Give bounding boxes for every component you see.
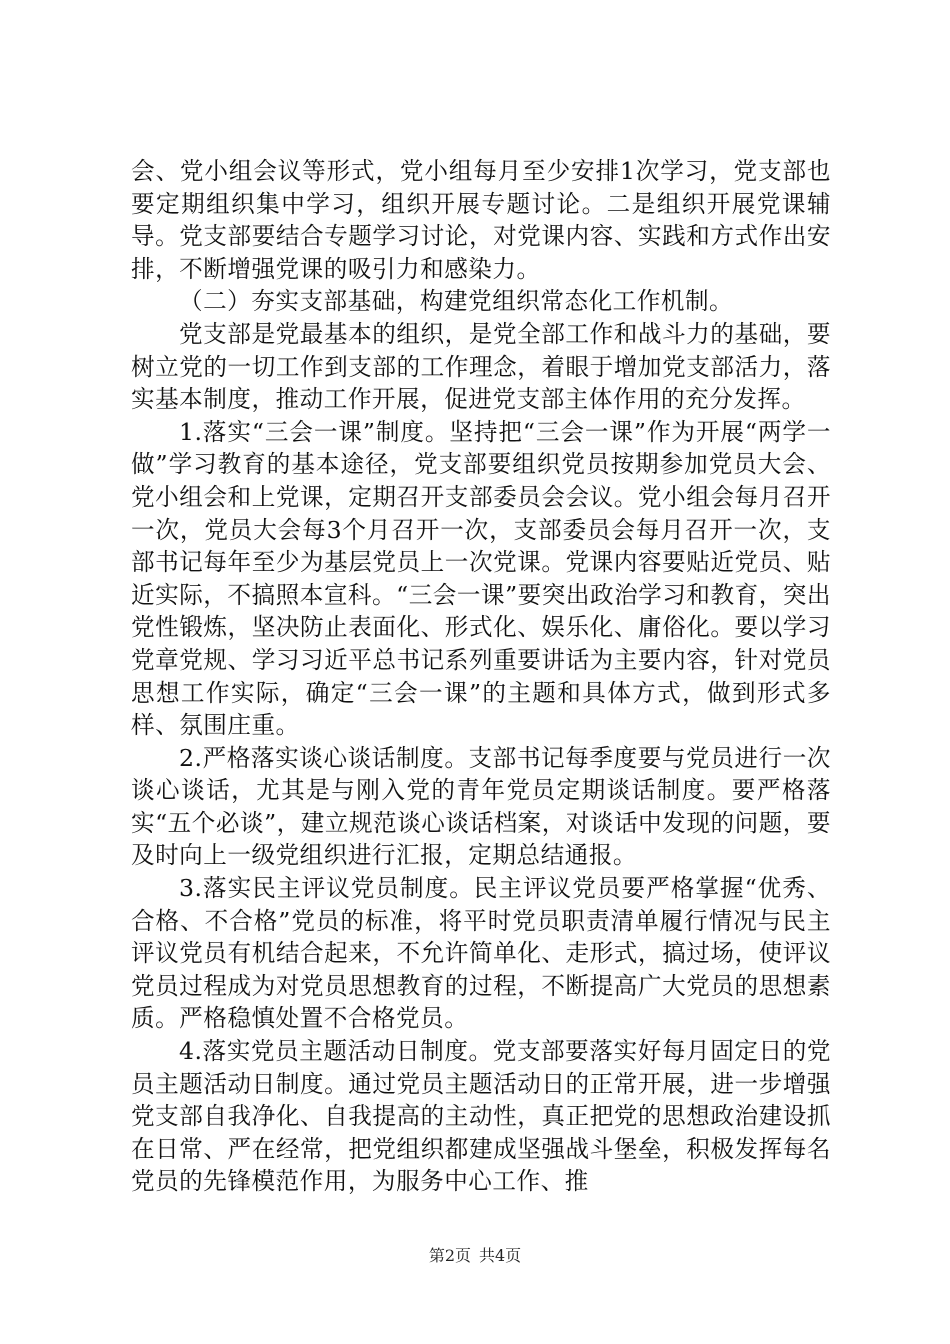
page-total: 共4页 [479,1246,522,1265]
list-item-paragraph: 2.严格落实谈心谈话制度。支部书记每季度要与党员进行一次谈心谈话，尤其是与刚入党的青年党员定期谈话制度。要严格落实“五个必谈”，建立规范谈心谈话档案，对谈话中发现的问题，要及时向上一级党组织进行汇报，定期总结通报。 [131,743,831,870]
list-item-paragraph: 4.落实党员主题活动日制度。党支部要落实好每月固定日的党员主题活动日制度。通过党员主题活动日的正常开展，进一步增强党支部自我净化、自我提高的主动性，真正把党的思想政治建设抓在日常、严在经常，把党组织都建成坚强战斗堡垒，积极发挥每名党员的先锋模范作用，为服务中心工作、推 [131,1037,831,1196]
list-item-paragraph: 1.落实“三会一课”制度。坚持把“三会一课”作为开展“两学一做”学习教育的基本途径，党支部要组织党员按期参加党员大会、党小组会和上党课，定期召开支部委员会会议。党小组会每月召开一次，党员大会每3个月召开一次，支部委员会每月召开一次，支部书记每年至少为基层党员上一次党课。党课内容要贴近党员、贴近实际，不搞照本宣科。“三会一课”要突出政治学习和教育，突出党性锻炼，坚决防止表面化、形式化、娱乐化、庸俗化。要以学习党章党规、学习习近平总书记系列重要讲话为主要内容，针对党员思想工作实际，确定“三会一课”的主题和具体方式，做到形式多样、氛围庄重。 [131,417,831,740]
page-footer [0,1246,950,1266]
paragraph: 党支部是党最基本的组织，是党全部工作和战斗力的基础，要树立党的一切工作到支部的工作理念，着眼于增加党支部活力，落实基本制度，推动工作开展，促进党支部主体作用的充分发挥。 [131,319,831,414]
document-body [131,155,831,1198]
paragraph-continuation: 会、党小组会议等形式，党小组每月至少安排1次学习，党支部也要定期组织集中学习，组织开展专题讨论。二是组织开展党课辅导。党支部要结合专题学习讨论，对党课内容、实践和方式作出安排，不断增强党课的吸引力和感染力。 [131,157,831,283]
page-number: 第2页 [428,1246,471,1265]
section-heading: （二）夯实支部基础，构建党组织常态化工作机制。 [179,287,734,316]
list-item-paragraph: 3.落实民主评议党员制度。民主评议党员要严格掌握“优秀、合格、不合格”党员的标准，将平时党员职责清单履行情况与民主评议党员有机结合起来，不允许简单化、走形式，搞过场，使评议党员过程成为对党员思想教育的过程，不断提高广大党员的思想素质。严格稳慎处置不合格党员。 [131,874,831,1033]
